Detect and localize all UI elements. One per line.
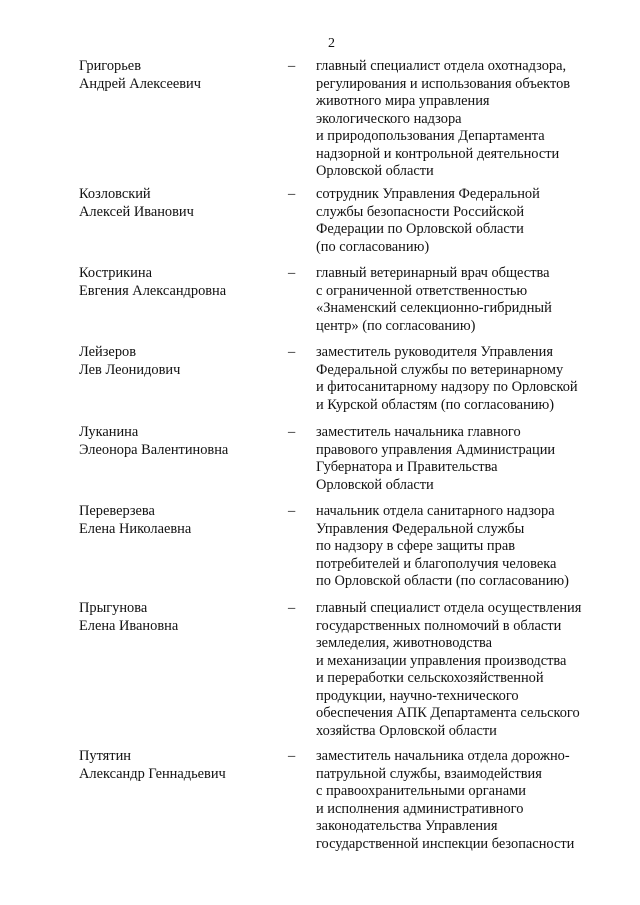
member-name [79,424,279,459]
dash-separator: – [288,265,296,281]
member-surname: Лейзеров [79,344,137,360]
member-surname: Прыгунова [79,600,148,616]
member-name [79,265,279,300]
role-line: главный специалист отдела охотнадзора, [316,58,567,74]
member-surname: Луканина [79,424,139,440]
role-line: земледелия, животноводства [316,635,492,651]
role-line: начальник отдела санитарного надзора [316,503,555,519]
member-role [316,424,616,494]
dash-separator: – [288,503,296,519]
member-given-names: Елена Ивановна [79,617,179,634]
member-name [79,748,279,783]
member-role [316,600,616,740]
role-line: главный специалист отдела осуществления [316,600,582,616]
role-line: экологического надзора [316,110,462,127]
member-name [79,186,279,221]
member-role [316,503,616,591]
role-line: хозяйства Орловской области [316,722,497,739]
role-line: Губернатора и Правительства [316,459,498,475]
dash-separator: – [288,344,296,360]
role-line: службы безопасности Российской [316,203,525,220]
member-given-names: Андрей Алексеевич [79,75,201,92]
role-line: и фитосанитарному надзору по Орловской [316,379,578,395]
role-line: сотрудник Управления Федеральной [316,186,540,202]
role-line: законодательства Управления [316,818,498,834]
role-line: Управления Федеральной службы [316,520,525,537]
role-line: по надзору в сфере защиты прав [316,538,516,554]
role-line: продукции, научно-технического [316,687,519,704]
role-line: заместитель начальника отдела дорожно- [316,748,570,764]
role-line: заместитель руководителя Управления [316,344,553,360]
member-given-names: Евгения Александровна [79,282,227,299]
role-line: надзорной и контрольной деятельности [316,145,560,162]
member-role [316,344,616,414]
role-line: и механизации управления производства [316,652,567,669]
member-surname: Григорьев [79,58,141,74]
member-surname: Кострикина [79,265,152,281]
role-line: потребителей и благополучия человека [316,555,557,572]
role-line: государственных полномочий в области [316,617,562,634]
role-line: патрульной службы, взаимодействия [316,765,542,782]
role-line: центр» (по согласованию) [316,317,476,334]
role-line: с правоохранительными органами [316,783,526,799]
role-line: и исполнения административного [316,800,524,817]
member-name [79,503,279,538]
role-line: государственной инспекции безопасности [316,835,575,852]
role-line: правового управления Администрации [316,441,556,458]
member-given-names: Александр Геннадьевич [79,765,226,782]
member-name [79,600,279,635]
member-role [316,748,616,853]
dash-separator: – [288,600,296,616]
page-number: 2 [328,36,335,51]
member-surname: Козловский [79,186,151,202]
role-line: «Знаменский селекционно-гибридный [316,300,552,316]
member-given-names: Элеонора Валентиновна [79,441,229,458]
role-line: заместитель начальника главного [316,424,521,440]
role-line: Орловской области [316,476,434,493]
member-role [316,265,616,335]
role-line: с ограниченной ответственностью [316,282,528,299]
dash-separator: – [288,748,296,764]
role-line: и Курской областям (по согласованию) [316,396,555,413]
role-line: главный ветеринарный врач общества [316,265,550,281]
role-line: обеспечения АПК Департамента сельского [316,705,580,721]
role-line: регулирования и использования объектов [316,75,571,92]
member-surname: Путятин [79,748,131,764]
role-line: Орловской области [316,163,434,179]
member-name [79,344,279,379]
dash-separator: – [288,186,296,202]
role-line: Федеральной службы по ветеринарному [316,361,564,378]
dash-separator: – [288,424,296,440]
role-line: и переработки сельскохозяйственной [316,670,544,686]
role-line: животного мира управления [316,93,490,109]
role-line: и природопользования Департамента [316,128,545,144]
member-role [316,58,616,181]
member-surname: Переверзева [79,503,155,519]
member-role [316,186,616,256]
member-given-names: Лев Леонидович [79,361,181,378]
role-line: по Орловской области (по согласованию) [316,573,569,589]
role-line: (по согласованию) [316,238,430,255]
role-line: Федерации по Орловской области [316,221,524,237]
dash-separator: – [288,58,296,74]
member-given-names: Алексей Иванович [79,203,194,220]
member-name [79,58,279,93]
member-given-names: Елена Николаевна [79,520,192,537]
